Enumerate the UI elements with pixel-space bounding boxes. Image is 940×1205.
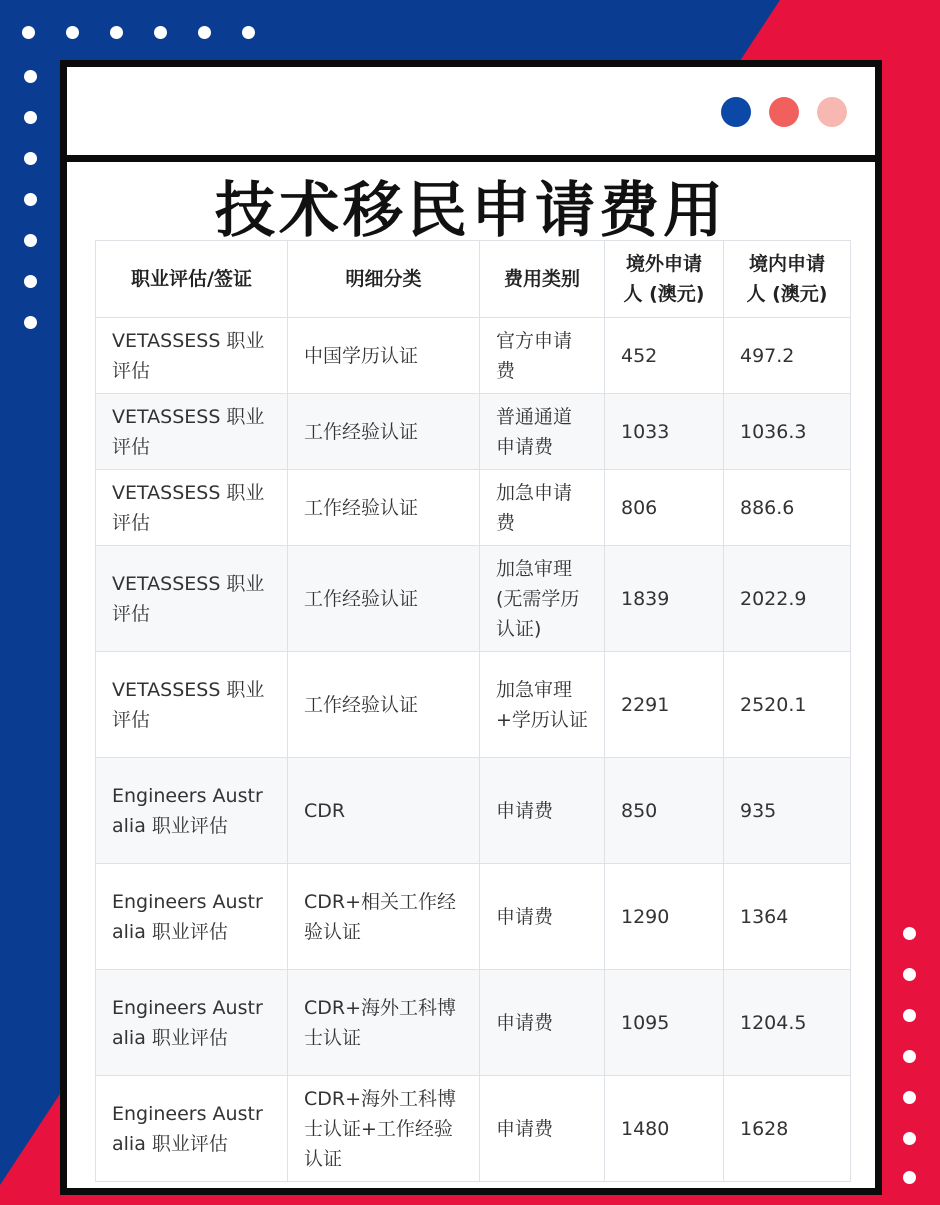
header-onshore: 境内申请人 (澳元) [724,241,851,318]
cell-onshore: 1628 [724,1076,851,1182]
cell-fee-type: 普通通道申请费 [480,394,605,470]
cell-fee-type: 申请费 [480,970,605,1076]
cell-fee-type: 申请费 [480,1076,605,1182]
content-card [60,60,882,1195]
header-category: 明细分类 [288,241,480,318]
cell-assessment: VETASSESS 职业评估 [96,394,288,470]
cell-assessment: VETASSESS 职业评估 [96,546,288,652]
cell-onshore: 497.2 [724,318,851,394]
cell-category: CDR+海外工科博士认证+工作经验认证 [288,1076,480,1182]
table-row [96,470,851,546]
table-row [96,864,851,970]
cell-offshore: 806 [605,470,724,546]
cell-category: CDR [288,758,480,864]
header-offshore: 境外申请人 (澳元) [605,241,724,318]
cell-onshore: 1204.5 [724,970,851,1076]
cell-onshore: 1036.3 [724,394,851,470]
window-dot-pink [817,97,847,127]
cell-offshore: 452 [605,318,724,394]
fee-table [95,240,851,1182]
cell-fee-type: 官方申请费 [480,318,605,394]
cell-category: 工作经验认证 [288,652,480,758]
window-dot-red [769,97,799,127]
cell-assessment: VETASSESS 职业评估 [96,470,288,546]
table-row [96,652,851,758]
cell-onshore: 935 [724,758,851,864]
cell-fee-type: 加急审理+学历认证 [480,652,605,758]
cell-assessment: VETASSESS 职业评估 [96,318,288,394]
table-row [96,758,851,864]
header-assessment: 职业评估/签证 [96,241,288,318]
cell-offshore: 850 [605,758,724,864]
cell-fee-type: 申请费 [480,758,605,864]
cell-assessment: Engineers Australia 职业评估 [96,758,288,864]
card-header-bar [67,67,875,162]
cell-offshore: 1839 [605,546,724,652]
header-fee-type: 费用类别 [480,241,605,318]
cell-offshore: 1095 [605,970,724,1076]
cell-assessment: Engineers Australia 职业评估 [96,970,288,1076]
cell-fee-type: 申请费 [480,864,605,970]
cell-assessment: VETASSESS 职业评估 [96,652,288,758]
cell-assessment: Engineers Australia 职业评估 [96,1076,288,1182]
table-header-row [96,241,851,318]
cell-category: 工作经验认证 [288,394,480,470]
cell-fee-type: 加急审理(无需学历认证) [480,546,605,652]
cell-onshore: 2520.1 [724,652,851,758]
cell-offshore: 1480 [605,1076,724,1182]
page-title: 技术移民申请费用 [215,176,727,246]
cell-fee-type: 加急申请费 [480,470,605,546]
table-row [96,394,851,470]
table-row [96,970,851,1076]
cell-category: CDR+相关工作经验认证 [288,864,480,970]
cell-category: 工作经验认证 [288,546,480,652]
cell-onshore: 1364 [724,864,851,970]
cell-category: 工作经验认证 [288,470,480,546]
table-row [96,318,851,394]
table-row [96,1076,851,1182]
cell-offshore: 1290 [605,864,724,970]
cell-category: CDR+海外工科博士认证 [288,970,480,1076]
cell-onshore: 2022.9 [724,546,851,652]
cell-offshore: 2291 [605,652,724,758]
window-dot-blue [721,97,751,127]
cell-offshore: 1033 [605,394,724,470]
cell-onshore: 886.6 [724,470,851,546]
table-row [96,546,851,652]
cell-assessment: Engineers Australia 职业评估 [96,864,288,970]
cell-category: 中国学历认证 [288,318,480,394]
